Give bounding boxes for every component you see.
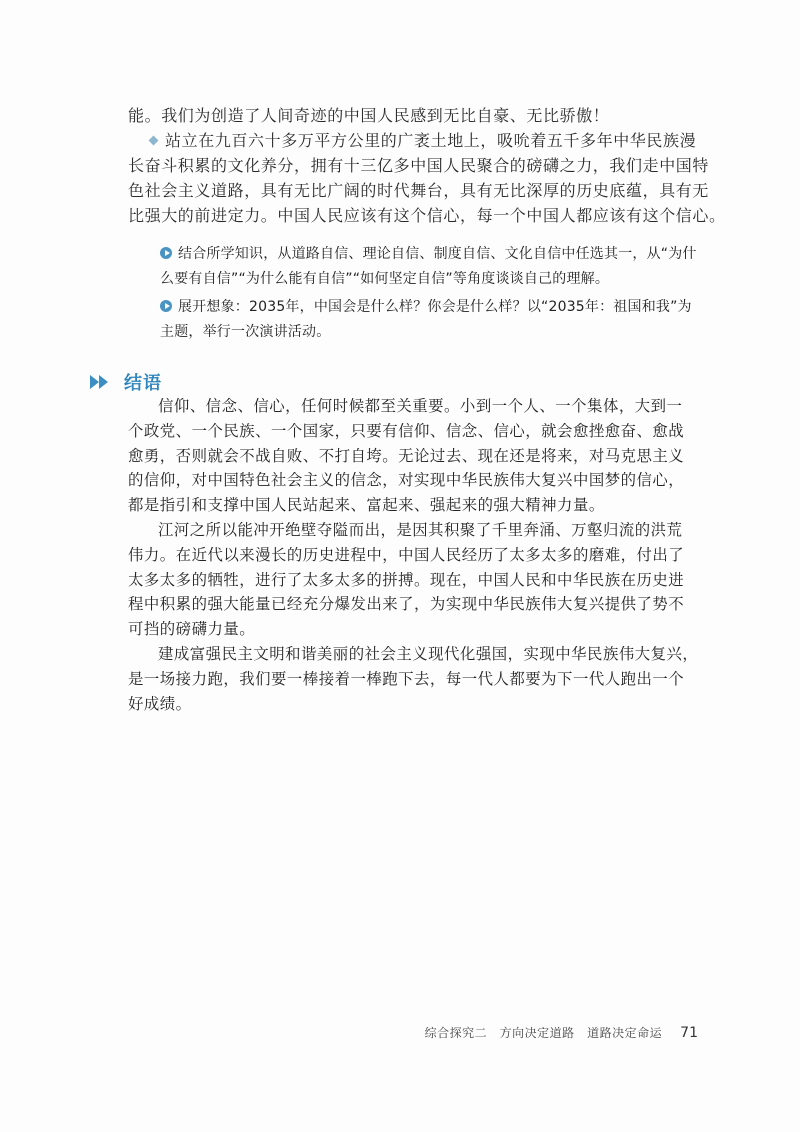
activity-item [160, 295, 700, 345]
body-line: 江河之所以能冲开绝壁夺隘而出，是因其积聚了千里奔涌、万壑归流的洪荒 [158, 520, 683, 539]
activity-text: 主题，举行一次演讲活动。 [160, 324, 331, 340]
passage-line: 色社会主义道路，具有无比广阔的时代舞台，具有无比深厚的历史底蕴，具有无 [128, 181, 710, 200]
double-triangle-icon [90, 375, 112, 389]
activity-text: 么要有自信”“为什么能有自信”“如何坚定自信”等角度谈谈自己的理解。 [160, 271, 610, 287]
body-line: 程中积累的强大能量已经充分爆发出来了，为实现中华民族伟大复兴提供了势不 [128, 595, 685, 614]
body-line: 可挡的磅礴力量。 [128, 620, 256, 639]
body-line: 是一场接力跑，我们要一棒接着一棒跑下去，每一代人都要为下一代人跑出一个 [128, 669, 685, 688]
passage-line: 能。我们为创造了人间奇迹的中国人民感到无比自豪、无比骄傲！ [128, 106, 610, 125]
passage-line: 比强大的前进定力。中国人民应该有这个信心，每一个中国人都应该有这个信心。 [128, 206, 726, 225]
body-line: 伟力。在近代以来漫长的历史进程中，中国人民经历了太多太多的磨难，付出了 [128, 545, 685, 564]
running-title: 综合探究二 方向决定道路 道路决定命运 [424, 1026, 663, 1040]
passage-line [128, 128, 697, 153]
passage-line-text: 站立在九百六十多万平方公里的广袤土地上，吸吮着五千多年中华民族漫 [165, 131, 697, 150]
activity-item [160, 242, 700, 292]
page-number: 71 [680, 1025, 698, 1041]
body-line: 建成富强民主文明和谐美丽的社会主义现代化强国，实现中华民族伟大复兴， [158, 644, 699, 663]
activity-text: 展开想象：2035年，中国会是什么样？你会是什么样？以“2035年：祖国和我”为 [178, 299, 692, 315]
page-footer [425, 1024, 698, 1041]
passage-line: 长奋斗积累的文化养分，拥有十三亿多中国人民聚合的磅礴之力，我们走中国特 [128, 156, 710, 175]
conclusion-body [128, 394, 699, 716]
body-line: 的信仰，对中国特色社会主义的信念，对实现中华民族伟大复兴中国梦的信心， [128, 471, 685, 490]
body-line: 信仰、信念、信心，任何时候都至关重要。小到一个人、一个集体，大到一 [158, 397, 683, 415]
diamond-bullet-icon [149, 136, 159, 146]
circle-arrow-icon [160, 300, 172, 312]
section-heading [90, 368, 162, 396]
body-line: 好成绩。 [128, 694, 192, 713]
body-line: 太多太多的牺牲，进行了太多太多的拼搏。现在，中国人民和中华民族在历史进 [128, 570, 685, 589]
body-line: 都是指引和支撑中国人民站起来、富起来、强起来的强大精神力量。 [128, 496, 605, 515]
section-title: 结语 [124, 373, 162, 394]
activity-text: 结合所学知识，从道路自信、理论自信、制度自信、文化自信中任选其一，从“为什 [178, 246, 697, 262]
body-line: 个政党、一个民族、一个国家，只要有信仰、信念、信心，就会愈挫愈奋、愈战 [128, 421, 685, 440]
activity-box [160, 242, 700, 348]
quoted-passage [128, 103, 726, 228]
body-line: 愈勇，否则就会不战自败、不打自垮。无论过去、现在还是将来，对马克思主义 [128, 446, 685, 465]
circle-arrow-icon [160, 247, 172, 259]
